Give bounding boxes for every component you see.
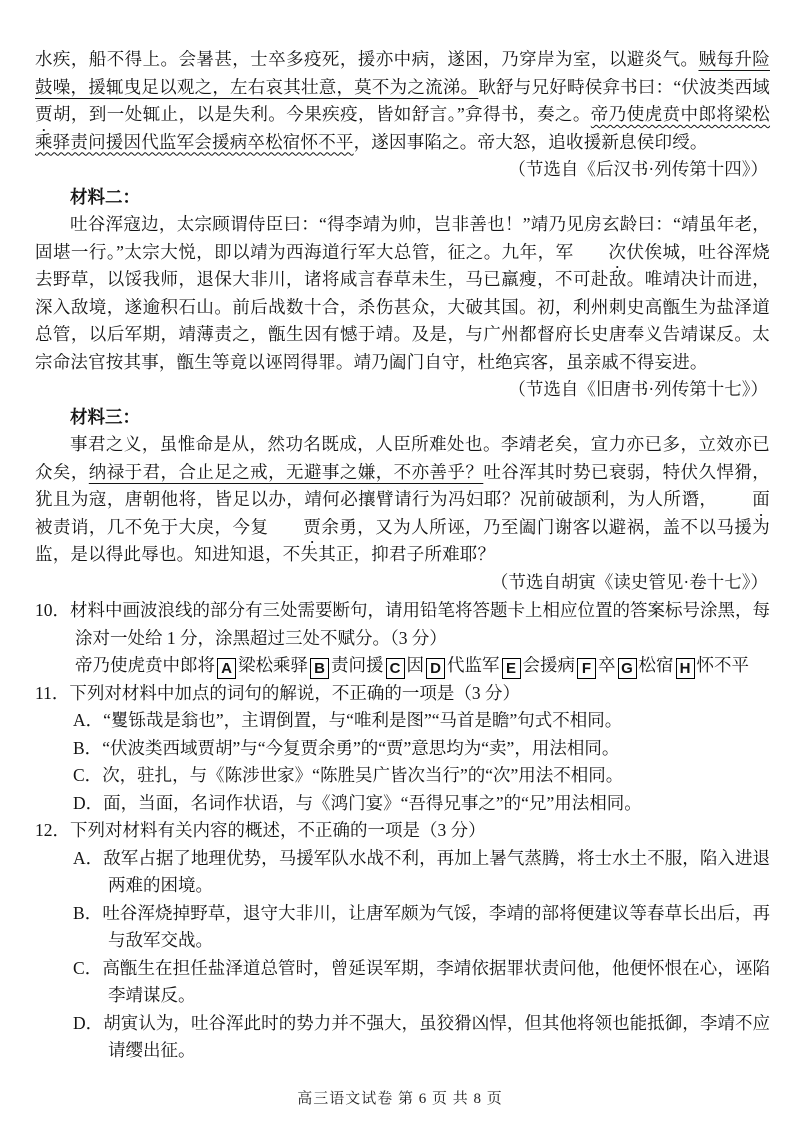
dotted-emphasis-text: 贾 <box>303 516 322 537</box>
material-3-header: 材料三： <box>70 406 140 427</box>
passage-text: 卒 <box>598 655 616 675</box>
material-2-paragraph <box>35 211 770 376</box>
material-2-passage <box>35 184 770 404</box>
passage-text: 梁松乘驿 <box>238 655 308 675</box>
question-10 <box>35 597 770 680</box>
dotted-emphasis-text: 次 <box>608 241 627 262</box>
answer-letter-box: F <box>577 658 596 679</box>
option-text: “矍铄哉是翁也”，主谓倒置，与“唯利是图”“马首是瞻”句式不相同。 <box>103 710 623 730</box>
question-10-stem-text: 材料中画波浪线的部分有三处需要断句，请用铅笔将答题卡上相应位置的答案标号涂黑，每涂对一处给 1 分，涂黑超过三处不赋分。（3 分） <box>70 600 770 648</box>
option-text: 高甑生在担任盐泽道总管时，曾延误军期，李靖依据罪状责问他，他便怀恨在心，诬陷李靖谋反。 <box>102 957 770 1005</box>
answer-letter-box: A <box>217 658 236 679</box>
passage-text: 责问援 <box>331 655 384 675</box>
option-text: 次，驻扎，与《陈涉世家》“陈胜吴广皆次当行”的“次”用法不相同。 <box>102 765 624 785</box>
option-label: D． <box>73 1012 104 1033</box>
answer-letter-box: C <box>386 658 405 679</box>
answer-letter-box: H <box>676 658 695 679</box>
underlined-text: 贼每升险鼓噪，援辄曳足以观之，左右哀其壮意，莫不为之流涕。 <box>35 49 770 97</box>
question-12 <box>35 817 770 1065</box>
passage-text: 会援病 <box>522 655 575 675</box>
option-text: 面，当面，名词作状语，与《鸿门宴》“吾得兄事之”的“兄”用法相同。 <box>103 792 642 813</box>
option-label: D． <box>73 792 104 813</box>
passage-text: 被责诮，几不免于大戾，今复 <box>35 516 269 537</box>
underlined-text: 纳禄于君，合止足之戒，无避事之嫌，不亦善乎？ <box>88 461 484 482</box>
question-12-stem <box>35 817 770 845</box>
question-11-number: 11． <box>35 682 70 703</box>
question-12-number: 12． <box>35 820 70 840</box>
option-text: 吐谷浑烧掉野草，退守大非川，让唐军颇为气馁，李靖的部将便建议等春草长出后，再与敌军交战。 <box>102 902 770 950</box>
answer-letter-box: E <box>502 658 521 679</box>
passage-text: 耿舒与兄好畤侯弇书曰：“伏波类西域 <box>478 76 770 97</box>
question-11-option-b <box>73 735 770 763</box>
question-11-option-d <box>73 790 770 818</box>
passage-text: 水疾，船不得上。会暑甚，士卒多疫死，援亦中病，遂困，乃穿岸为室，以避炎气。 <box>35 49 699 69</box>
answer-letter-box: B <box>310 658 329 679</box>
dotted-emphasis-text: 面 <box>752 489 770 509</box>
passage-text: 代监军 <box>447 655 500 675</box>
material-3-source: （节选自胡寅《读史管见·卷十七》） <box>490 571 768 592</box>
passage-text: 怀不平 <box>696 655 749 675</box>
option-text: “伏波类西域贾胡”与“今复贾余勇”的“贾”意思均为“卖”，用法相同。 <box>102 737 620 758</box>
passage-text: 伏俟城，吐谷浑烧去野草，以馁我师，退保大非川，诸将咸言春草未生，马已羸瘦，不可赴敌。唯靖决计而进，深入敌境，遂逾积石山。前后战数十合，杀伤甚众，大破其国。初，利州刺史高甑生为盐泽道总管，以后军期，靖薄责之，甑生因有憾于靖。及是，与广州都督府长史唐奉义告靖谋反。太宗命法官按其事，甑生等竟以诬罔得罪。靖乃阖门自守，杜绝宾客，虽亲戚不得妄进。 <box>35 241 770 372</box>
passage-text: 胡，到一处辄止，以是失利。今果疾疫，皆如舒言。”弇得书，奏之。 <box>52 104 591 124</box>
passage-text: 事君之义，虽惟命是从，然功名既成，人臣所难处也。李靖老矣，宣力亦已多，立效亦已众矣， <box>35 434 770 482</box>
question-12-option-b <box>73 900 770 955</box>
passage-text: 余勇，又为人所诬，乃至阖门谢客以避祸，盖不以马援为监，是以得此辱也。知进知退，不失其正，抑君子所难耶？ <box>35 516 770 564</box>
question-11-option-c <box>73 762 770 790</box>
option-label: B． <box>73 902 103 923</box>
material-2-source: （节选自《旧唐书·列传第十七》） <box>508 379 768 399</box>
material-1-passage <box>35 46 770 184</box>
question-11-stem-text: 下列对材料中加点的词句的解说，不正确的一项是（3 分） <box>69 682 520 703</box>
passage-text: 因 <box>406 655 424 675</box>
option-label: B． <box>73 737 103 758</box>
wavy-underlined-text: 帝乃使虎贲中郎将梁松乘驿责问援因代监军会援病卒松宿怀不平 <box>35 104 771 152</box>
material-1-source: （节选自《后汉书·列传第十四》） <box>508 159 768 179</box>
option-text: 敌军占据了地理优势，马援军队水战不利，再加上暑气蒸腾，将士水土不服，陷入进退两难的困境。 <box>103 847 770 895</box>
answer-letter-box: G <box>618 658 637 679</box>
question-12-option-a <box>73 845 770 900</box>
option-label: A． <box>73 710 104 730</box>
question-10-sentence <box>75 652 770 680</box>
material-2-header: 材料二： <box>70 186 140 207</box>
question-10-stem <box>35 597 770 652</box>
material-1-paragraph <box>35 46 770 156</box>
option-label: A． <box>73 847 104 868</box>
dotted-emphasis-text: 贾 <box>35 104 53 124</box>
question-12-option-c <box>73 955 770 1010</box>
questions-section <box>35 597 770 1065</box>
question-11-stem <box>35 680 770 708</box>
passage-text: 帝乃使虎贲中郎将 <box>75 655 215 675</box>
answer-letter-box: D <box>426 658 445 679</box>
passage-text: 松宿 <box>638 655 674 675</box>
question-11-option-a <box>73 707 770 735</box>
question-12-option-d <box>73 1010 770 1065</box>
page-footer: 高三语文试卷 第 6 页 共 8 页 <box>297 1091 503 1107</box>
material-3-passage <box>35 404 770 597</box>
passage-text: 吐谷浑寇边，太宗顾谓侍臣曰：“得李靖为帅，岂非善也！”靖乃见房玄龄曰：“靖虽年老，固堪一行。”太宗大悦，即以靖为西海道行军大总管，征之。九年，军 <box>35 214 770 262</box>
question-12-stem-text: 下列对材料有关内容的概述，不正确的一项是（3 分） <box>70 820 486 840</box>
question-10-number: 10． <box>35 600 70 620</box>
passage-text: ，遂因事陷之。帝大怒，追收援新息侯印绶。 <box>353 131 708 152</box>
material-3-paragraph <box>35 431 770 569</box>
option-label: C． <box>73 765 103 785</box>
option-label: C． <box>73 957 103 978</box>
question-11 <box>35 680 770 818</box>
passage-text: 吐谷浑其时势已衰弱，特伏久悍猾，犹且为寇，唐朝他将，皆足以办，靖何必攘臂请行为冯妇耶？况前破颉利，为人所谮， <box>35 461 770 509</box>
option-text: 胡寅认为，吐谷浑此时的势力并不强大，虽狡猾凶悍，但其他将领也能抵御，李靖不应请缨出征。 <box>103 1012 770 1060</box>
